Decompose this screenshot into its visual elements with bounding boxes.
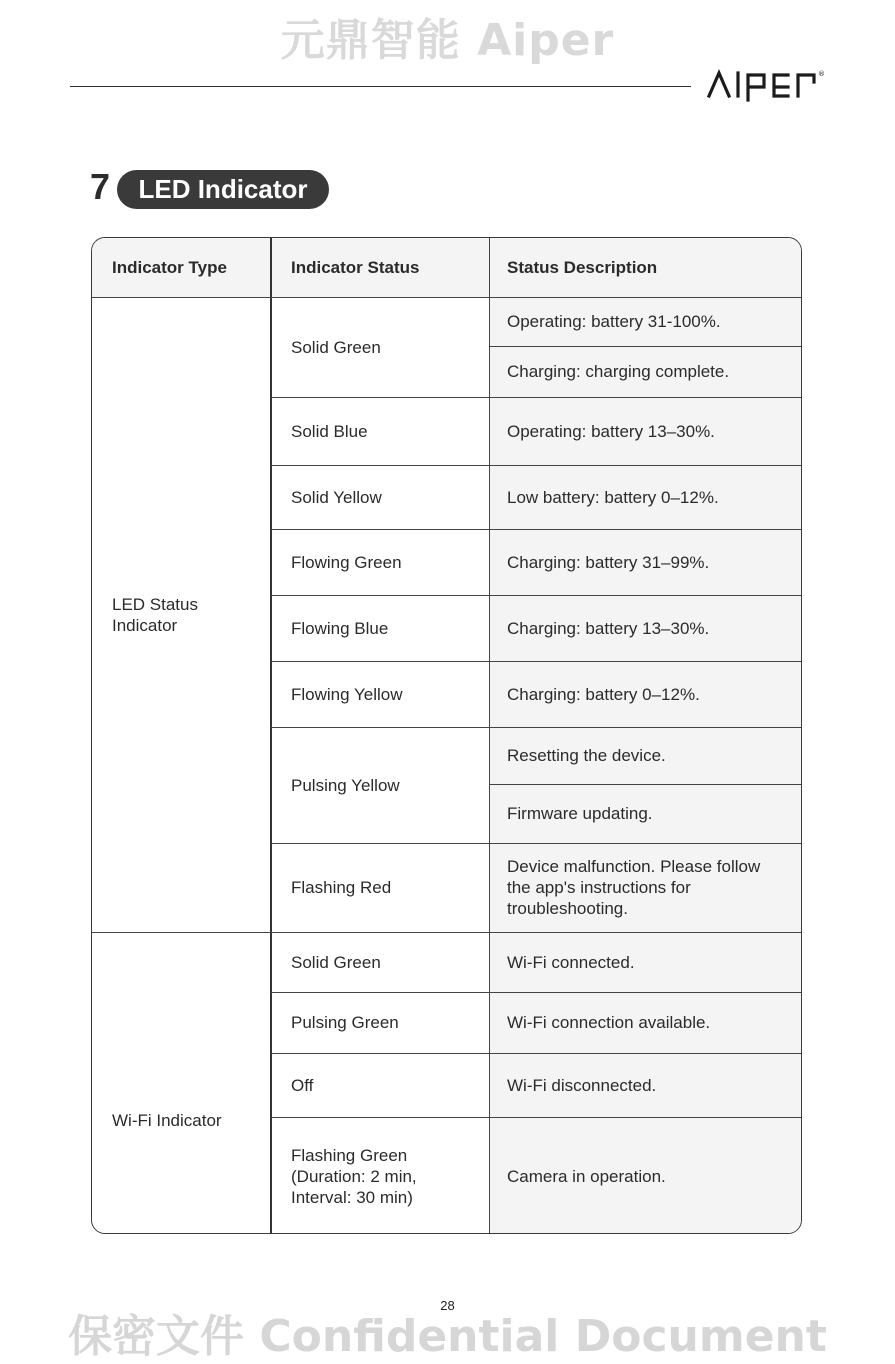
row-divider — [271, 1053, 802, 1054]
column-divider — [270, 238, 272, 1234]
status-led-flashing-red: Flashing Red — [291, 878, 392, 897]
status-wifi-off: Off — [291, 1075, 314, 1095]
desc-wifi-solid-green: Wi-Fi connected. — [489, 932, 802, 992]
type-led-status: LED Status Indicator — [112, 594, 198, 635]
row-divider — [271, 992, 802, 993]
desc-led-flowing-green: Charging: battery 31–99%. — [489, 529, 802, 595]
row-divider — [489, 784, 802, 785]
row-divider — [271, 843, 802, 844]
type-wifi: Wi-Fi Indicator — [112, 1111, 222, 1130]
row-divider — [271, 1117, 802, 1118]
section-title: LED Indicator — [117, 170, 329, 209]
status-led-solid-blue: Solid Blue — [291, 421, 368, 441]
row-divider — [271, 465, 802, 466]
header-status-description: Status Description — [489, 238, 802, 297]
row-divider — [271, 595, 802, 596]
desc-led-pulsing-yellow-reset: Resetting the device. — [489, 727, 802, 784]
desc-led-flowing-blue: Charging: battery 13–30%. — [489, 595, 802, 661]
desc-led-solid-yellow: Low battery: battery 0–12%. — [489, 465, 802, 529]
header-rule — [70, 86, 691, 87]
watermark-bottom: 保密文件 Confidential Document — [68, 1311, 827, 1362]
led-indicator-table — [91, 237, 802, 1234]
row-divider — [489, 346, 802, 347]
section-number: 7 — [90, 166, 111, 207]
page-number: 28 — [440, 1298, 455, 1313]
status-led-solid-green: Solid Green — [291, 337, 381, 357]
desc-wifi-flashing-green: Camera in operation. — [489, 1117, 802, 1234]
desc-led-solid-green-charging: Charging: charging complete. — [489, 346, 802, 397]
status-led-flowing-green: Flowing Green — [291, 552, 402, 572]
desc-led-flashing-red: Device malfunction. Please follow the app's instructions for troubleshooting. — [489, 843, 802, 932]
row-divider — [271, 727, 802, 728]
aiper-logo — [706, 66, 826, 102]
row-divider — [271, 397, 802, 398]
row-divider — [271, 529, 802, 530]
desc-wifi-off: Wi-Fi disconnected. — [489, 1053, 802, 1117]
desc-led-solid-green-operating: Operating: battery 31-100%. — [489, 297, 802, 346]
desc-led-flowing-yellow: Charging: battery 0–12%. — [489, 661, 802, 727]
row-divider — [92, 932, 802, 933]
desc-led-pulsing-yellow-firmware: Firmware updating. — [489, 784, 802, 843]
status-wifi-solid-green: Solid Green — [291, 952, 381, 972]
status-wifi-pulsing-green: Pulsing Green — [291, 1013, 399, 1032]
row-divider — [92, 297, 802, 298]
header-indicator-type: Indicator Type — [92, 238, 271, 297]
status-led-flowing-yellow: Flowing Yellow — [291, 684, 403, 704]
status-led-pulsing-yellow: Pulsing Yellow — [291, 775, 400, 795]
watermark-top: 元鼎智能 Aiper — [280, 15, 615, 66]
status-led-flowing-blue: Flowing Blue — [291, 618, 389, 638]
desc-wifi-pulsing-green: Wi-Fi connection available. — [489, 992, 802, 1053]
row-divider — [271, 661, 802, 662]
column-divider — [489, 238, 490, 1234]
status-led-solid-yellow: Solid Yellow — [291, 487, 382, 507]
svg-text:®: ® — [818, 70, 825, 78]
status-wifi-flashing-green: Flashing Green (Duration: 2 min, Interval: 30 min) — [291, 1145, 417, 1207]
header-indicator-status: Indicator Status — [271, 238, 489, 297]
desc-led-solid-blue: Operating: battery 13–30%. — [489, 397, 802, 465]
